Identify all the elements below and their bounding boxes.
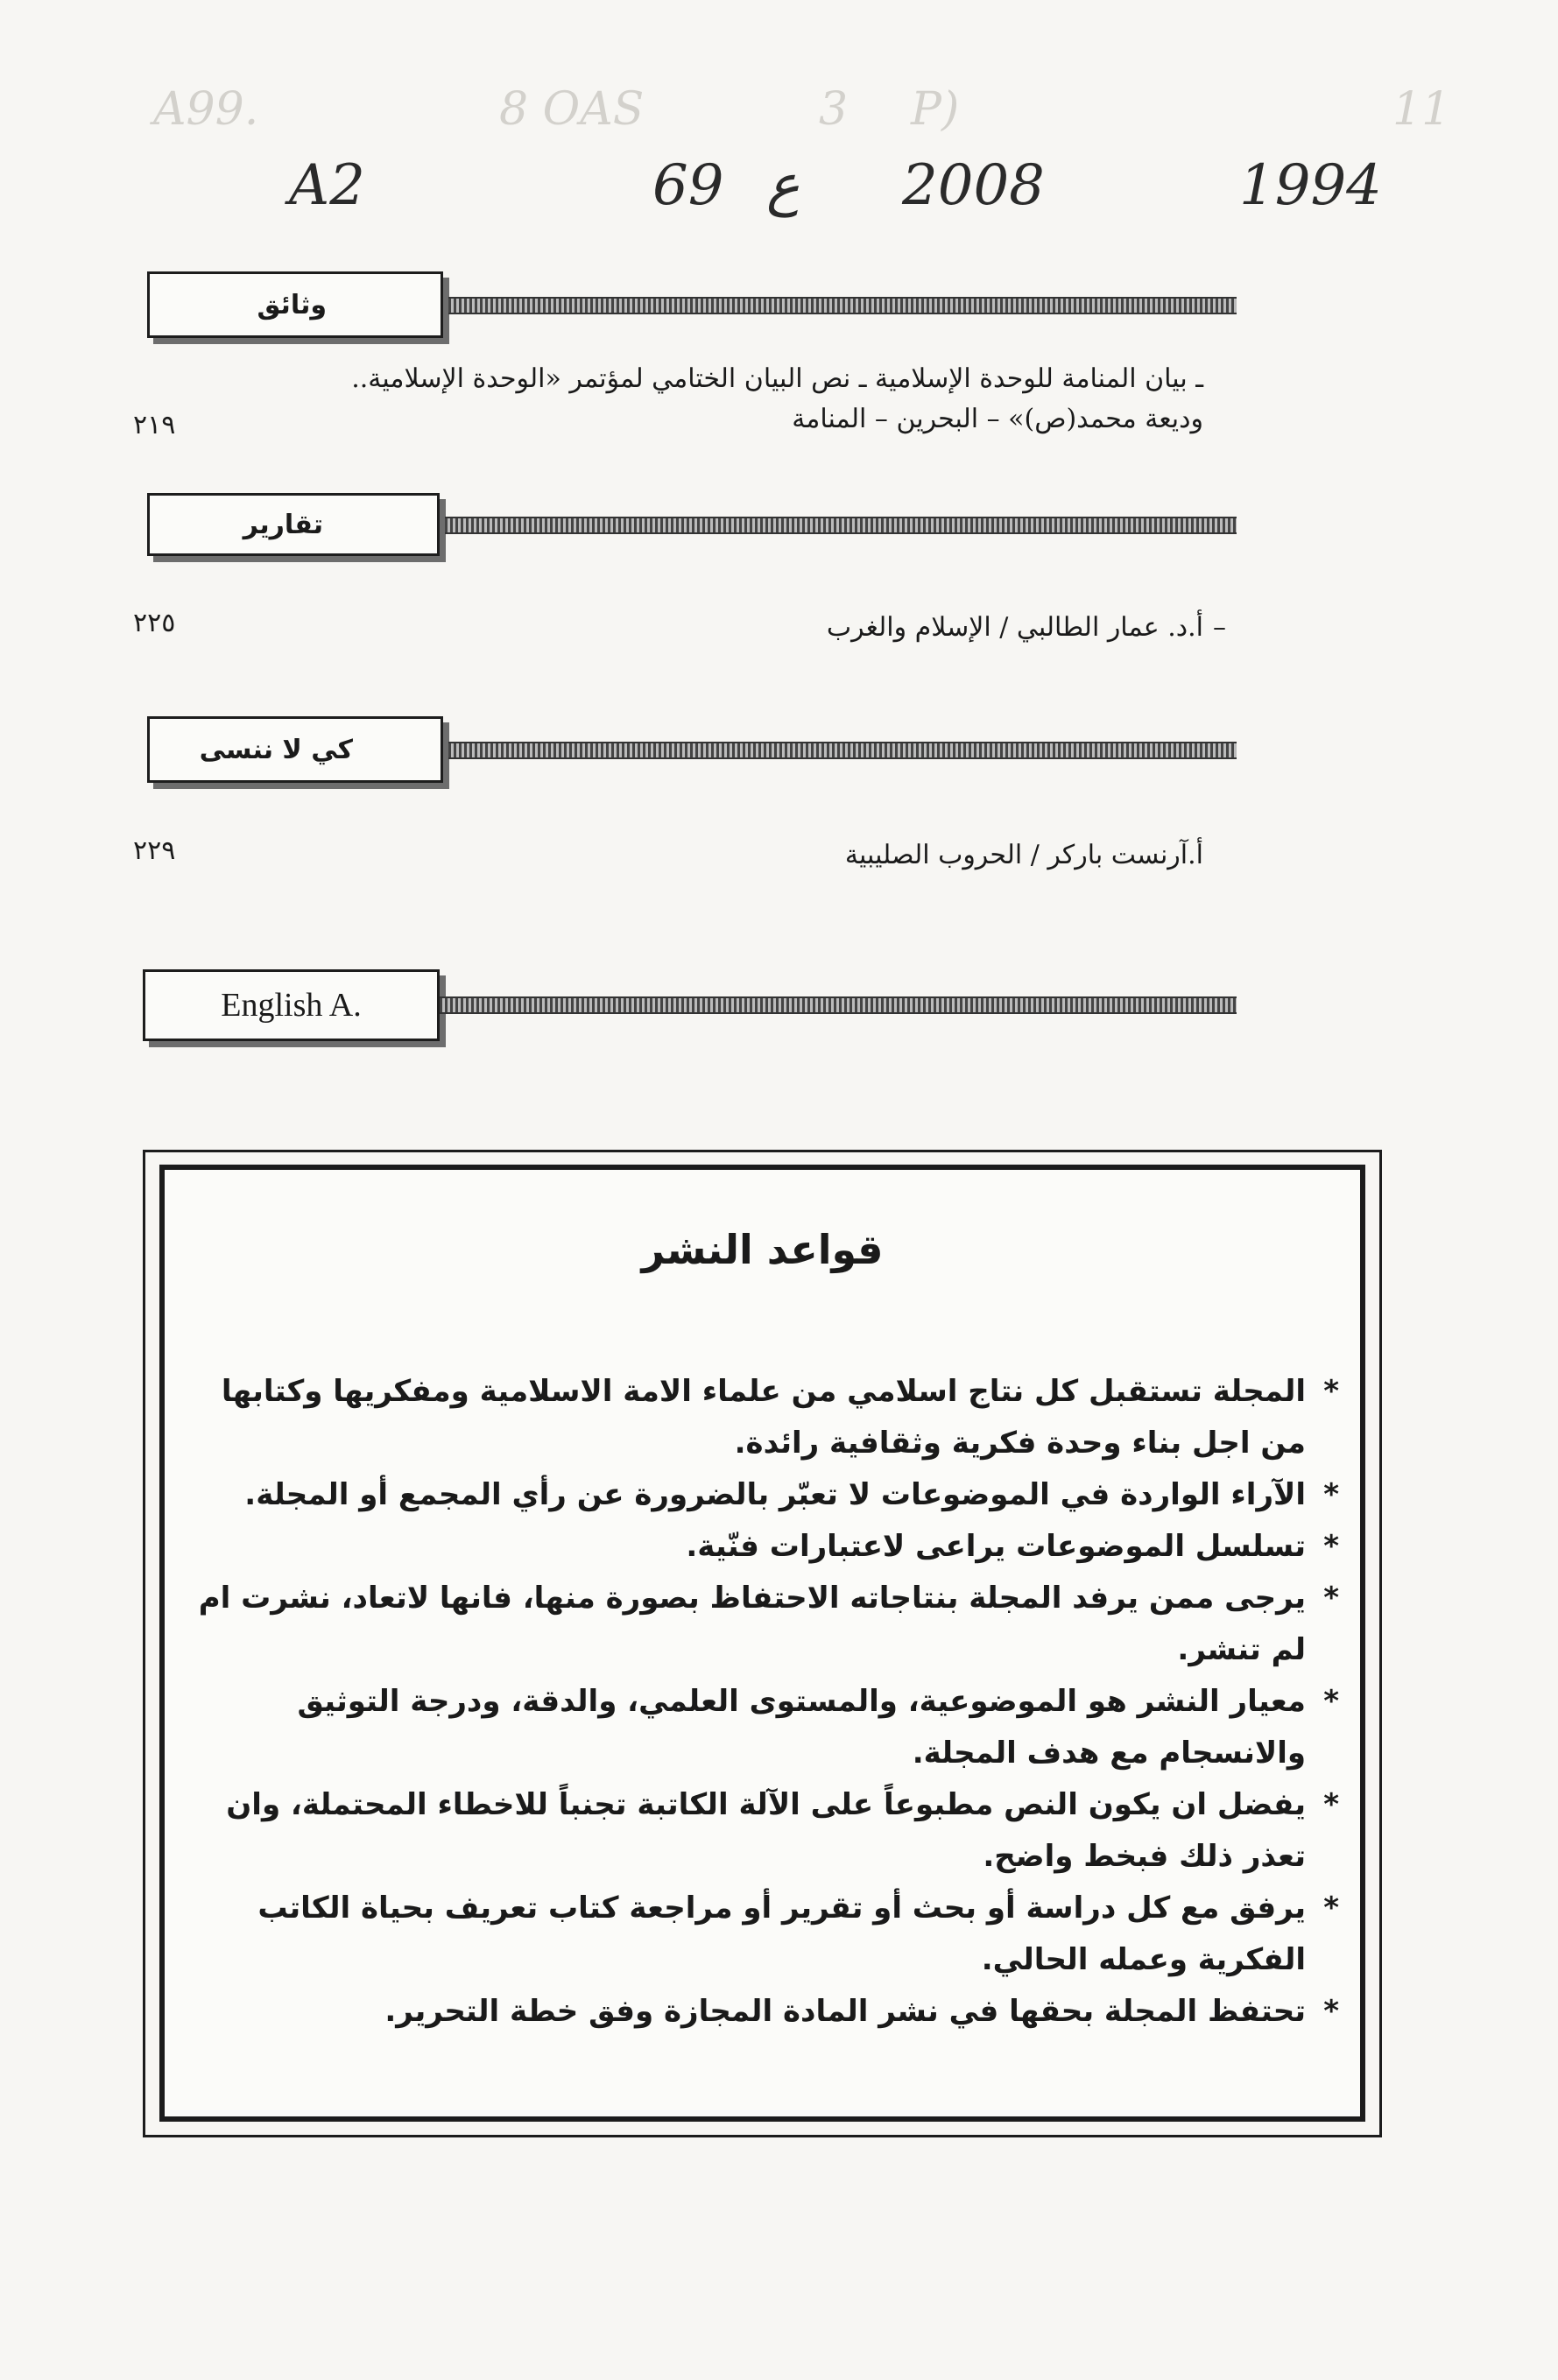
- toc-entry-line: وديعة محمد(ص)» – البحرين – المنامة: [792, 404, 1203, 434]
- rule-item: * تسلسل الموضوعات يراعى لاعتبارات فنّية.: [686, 1529, 1339, 1564]
- handwritten-year: 2008: [902, 153, 1045, 218]
- rules-title: قواعد النشر: [641, 1226, 884, 1273]
- toc-entry[interactable]: [196, 359, 1203, 440]
- toc-entry-line: ـ بيان المنامة للوحدة الإسلامية ـ نص البيان الختامي لمؤتمر «الوحدة الإسلامية..: [351, 363, 1203, 394]
- rule-item: * تحتفظ المجلة بحقها في نشر المادة المجازة وفق خطة التحرير.: [384, 1994, 1339, 2029]
- faint-mark: P): [911, 83, 960, 136]
- section-label-documents: وثائق: [147, 271, 443, 338]
- section-rule: [448, 742, 1237, 759]
- page-number: ٢٢٩: [133, 835, 176, 866]
- rule-item: * يفضل ان يكون النص مطبوعاً على الآلة الكاتبة تجنباً للاخطاء المحتملة، وان تعذر ذلك فبخط واضح.: [226, 1787, 1339, 1874]
- section-rule: [448, 297, 1237, 314]
- section-label-english: English A.: [143, 969, 440, 1041]
- section-rule: [440, 996, 1237, 1014]
- section-label-reports: تقارير: [147, 493, 440, 556]
- rule-item: * يرجى ممن يرفد المجلة بنتاجاته الاحتفاظ بصورة منها، فانها لاتعاد، نشرت ام لم تنشر.: [198, 1581, 1339, 1667]
- toc-entry-line: أ.د. عمار الطالبي / الإسلام والغرب: [826, 612, 1203, 643]
- rule-item: * معيار النشر هو الموضوعية، والمستوى العلمي، والدقة، ودرجة التوثيق والانسجام مع هدف المجلة.: [297, 1684, 1339, 1771]
- section-rule: [445, 517, 1237, 534]
- faint-mark: 8 OAS: [499, 83, 645, 136]
- faint-mark: A99.: [153, 83, 259, 136]
- faint-mark: 11: [1392, 83, 1451, 136]
- page-number: ٢١٩: [133, 410, 176, 440]
- page-number: ٢٢٥: [133, 608, 176, 638]
- handwritten-number: 1994: [1239, 153, 1382, 218]
- rule-item: * المجلة تستقبل كل نتاج اسلامي من علماء الامة الاسلامية ومفكريها وكتابها من اجل بناء وحدة فكرية وثقافية رائدة.: [221, 1374, 1339, 1461]
- toc-entry[interactable]: [415, 835, 1203, 876]
- toc-entry[interactable]: [415, 608, 1203, 648]
- handwritten-letter: ع: [766, 153, 800, 218]
- handwritten-issue: 69: [652, 153, 724, 218]
- entry-dash: –: [1213, 612, 1226, 643]
- handwritten-code: A2: [289, 153, 365, 218]
- rule-item: * يرفق مع كل دراسة أو بحث أو تقرير أو مراجعة كتاب تعريف بحياة الكاتب الفكرية وعمله الحالي.: [257, 1891, 1339, 1977]
- toc-entry-line: أ.آرنست باركر / الحروب الصليبية: [844, 840, 1203, 870]
- section-label-lest-we-forget: كي لا ننسى: [147, 716, 443, 783]
- faint-mark: 3: [819, 83, 849, 136]
- rule-item: * الآراء الواردة في الموضوعات لا تعبّر بالضرورة عن رأي المجمع أو المجلة.: [244, 1477, 1339, 1512]
- rules-list: [186, 1366, 1339, 2038]
